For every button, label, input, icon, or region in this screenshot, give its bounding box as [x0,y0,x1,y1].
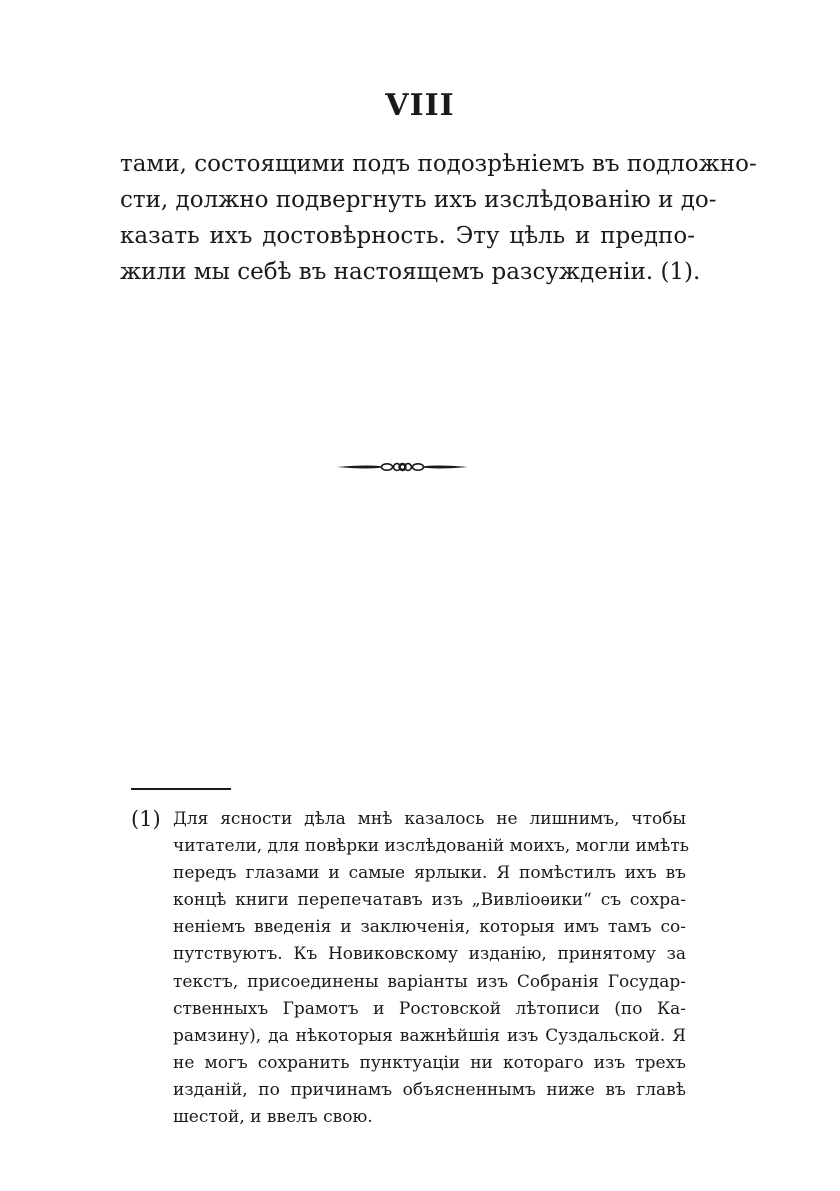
body-text [120,146,757,290]
body-line: сти, должно подвергнуть ихъ изслѣдованію и до- [120,187,717,213]
footnote-line: рамзину), да нѣкоторыя важнѣйшія изъ Суздальской. Я [173,1025,686,1046]
footnote-line: неніемъ введенія и заключенія, которыя имъ тамъ со- [173,917,686,938]
ornament-divider [335,459,470,475]
footnote-rule [131,788,231,790]
footnote-line: ственныхъ Грамотъ и Ростовской лѣтописи (по Ка- [173,998,686,1019]
body-line: казать ихъ достовѣрность. Эту цѣль и предпо- [120,223,695,249]
page-number: VIII [385,88,455,123]
footnote-line: концѣ книги перепечатавъ изъ „Вивліоѳики“ съ сохра- [173,890,686,911]
footnote-line: путствуютъ. Къ Новиковскому изданію, принятому за [173,944,686,965]
body-line: тами, состоящими подъ подозрѣніемъ въ подложно- [120,151,757,177]
footnote-line: Для ясности дѣла мнѣ казалось не лишнимъ, чтобы [173,809,686,829]
footnote-marker: (1) [131,807,161,831]
footnote-line: изданій, по причинамъ объясненнымъ ниже въ главѣ [173,1079,686,1100]
body-line: жили мы себѣ въ настоящемъ разсужденіи. (1). [120,259,701,285]
footnote-text [173,806,689,1131]
footnote-line: читатели, для повѣрки изслѣдованій моихъ, могли имѣть [173,836,689,857]
footnote-line: не могъ сохранить пунктуаціи ни котораго изъ трехъ [173,1052,686,1073]
footnote-line: текстъ, присоединены варіанты изъ Собранія Государ- [173,971,686,992]
footnote-line: передъ глазами и самые ярлыки. Я помѣстилъ ихъ въ [173,863,686,884]
footnote-line: шестой, и ввелъ свою. [173,1107,373,1128]
